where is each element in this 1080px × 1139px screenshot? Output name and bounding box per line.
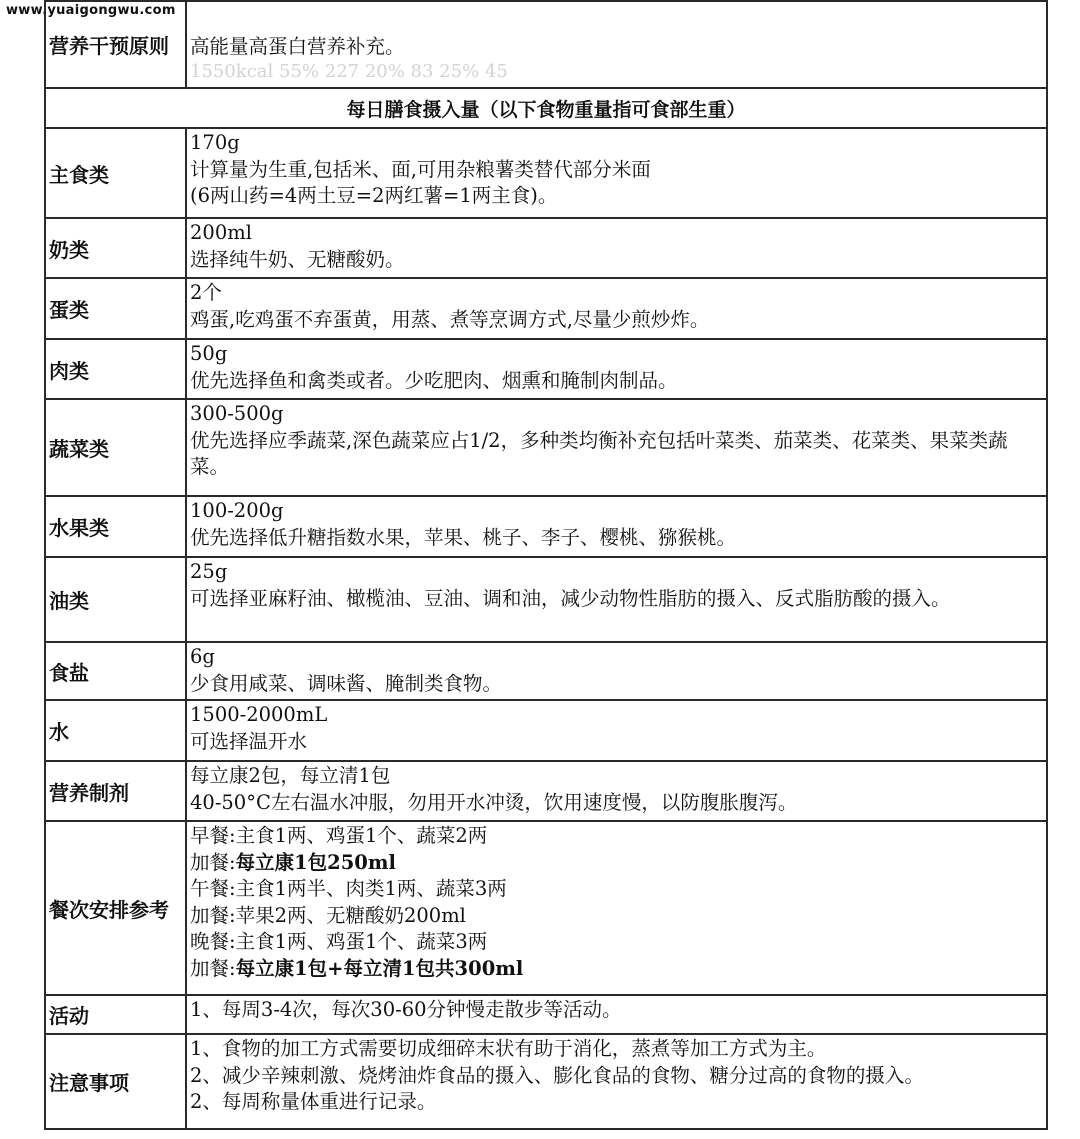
- description-text: 可选择亚麻籽油、橄榄油、豆油、调和油，减少动物性脂肪的摄入、反式脂肪酸的摄入。: [190, 586, 951, 610]
- food-item-row: [45, 278, 1047, 339]
- food-item-row: [45, 761, 1047, 821]
- meal-text: 早餐:主食1两、鸡蛋1个、蔬菜2两: [190, 824, 488, 847]
- principle-label: 营养干预原则: [45, 1, 186, 88]
- food-item-content: [186, 399, 1047, 496]
- description-text: 选择纯牛奶、无糖酸奶。: [190, 247, 405, 271]
- food-item-row: [45, 642, 1047, 700]
- description-text: 鸡蛋,吃鸡蛋不弃蛋黄，用蒸、煮等烹调方式,尽量少煎炒炸。: [190, 307, 710, 331]
- food-item-content: [186, 496, 1047, 557]
- amount-text: 50g: [190, 342, 228, 365]
- notes-label: 注意事项: [45, 1034, 186, 1129]
- description-text: 优先选择低升糖指数水果，苹果、桃子、李子、樱桃、猕猴桃。: [190, 525, 737, 549]
- activity-content: [186, 995, 1047, 1034]
- amount-text: 6g: [190, 645, 215, 668]
- food-item-row: [45, 557, 1047, 642]
- meal-bold-text: 每立康1包250ml: [235, 850, 396, 874]
- meal-line: [190, 876, 1042, 903]
- food-item-row: [45, 700, 1047, 761]
- note-text: 2、减少辛辣刺激、烧烤油炸食品的摄入、膨化食品的食物、糖分过高的食物的摄入。: [190, 1063, 924, 1087]
- meals-row: [45, 821, 1047, 995]
- note-text: 2、每周称量体重进行记录。: [190, 1090, 437, 1113]
- section-header-row: [45, 88, 1047, 128]
- description-text: 计算量为生重,包括米、面,可用杂粮薯类替代部分米面: [190, 157, 651, 181]
- food-item-label: 水: [45, 700, 186, 761]
- description-text: (6两山药=4两土豆=2两红薯=1两主食)。: [190, 184, 558, 207]
- food-item-label: 主食类: [45, 128, 186, 218]
- food-item-label: 蛋类: [45, 278, 186, 339]
- amount-text: 25g: [190, 560, 228, 583]
- activity-row: [45, 995, 1047, 1034]
- food-item-content: [186, 700, 1047, 761]
- food-item-content: [186, 218, 1047, 278]
- description-text: 40-50°C左右温水冲服，勿用开水冲烫，饮用速度慢，以防腹胀腹泻。: [190, 790, 798, 814]
- activity-label: 活动: [45, 995, 186, 1034]
- principle-row: [45, 1, 1047, 88]
- section-header: 每日膳食摄入量（以下食物重量指可食部生重）: [45, 88, 1047, 128]
- amount-text: 每立康2包，每立清1包: [190, 764, 391, 787]
- amount-text: 300-500g: [190, 402, 284, 425]
- principle-content: [186, 1, 1047, 88]
- food-item-label: 油类: [45, 557, 186, 642]
- food-item-label: 蔬菜类: [45, 399, 186, 496]
- meal-line: [190, 823, 1042, 850]
- meals-label: 餐次安排参考: [45, 821, 186, 995]
- food-item-row: [45, 128, 1047, 218]
- meal-text: 午餐:主食1两半、肉类1两、蔬菜3两: [190, 877, 507, 900]
- food-item-content: [186, 557, 1047, 642]
- food-item-content: [186, 339, 1047, 399]
- note-text: 1、食物的加工方式需要切成细碎末状有助于消化，蒸煮等加工方式为主。: [190, 1037, 827, 1060]
- meal-bold-text: 每立康1包+每立清1包共300ml: [235, 956, 524, 980]
- food-item-label: 营养制剂: [45, 761, 186, 821]
- meal-line: [190, 903, 1042, 930]
- meal-text: 加餐:: [190, 850, 236, 874]
- amount-text: 1500-2000mL: [190, 703, 328, 726]
- meal-line: [190, 850, 1042, 877]
- food-item-row: [45, 339, 1047, 399]
- diet-plan-table: [44, 0, 1048, 1130]
- meal-text: 加餐:: [190, 956, 236, 980]
- food-item-row: [45, 218, 1047, 278]
- food-item-label: 奶类: [45, 218, 186, 278]
- food-item-content: [186, 761, 1047, 821]
- food-item-label: 食盐: [45, 642, 186, 700]
- description-text: 可选择温开水: [190, 729, 308, 753]
- notes-content: [186, 1034, 1047, 1129]
- amount-text: 2个: [190, 281, 222, 304]
- amount-text: 170g: [190, 131, 240, 154]
- amount-text: 100-200g: [190, 499, 284, 522]
- food-item-content: [186, 278, 1047, 339]
- meals-content: [186, 821, 1047, 995]
- description-text: 优先选择应季蔬菜,深色蔬菜应占1/2，多种类均衡补充包括叶菜类、茄菜类、花菜类、果菜类蔬菜。: [190, 428, 1008, 478]
- food-item-label: 肉类: [45, 339, 186, 399]
- food-item-row: [45, 399, 1047, 496]
- principle-faded-text: 1550kcal 55% 227 20% 83 25% 45: [190, 60, 508, 82]
- meal-line: [190, 956, 1042, 983]
- activity-text: 1、每周3-4次，每次30-60分钟慢走散步等活动。: [190, 998, 622, 1021]
- food-item-row: [45, 496, 1047, 557]
- meal-line: [190, 929, 1042, 956]
- food-item-content: [186, 128, 1047, 218]
- meal-text: 晚餐:主食1两、鸡蛋1个、蔬菜3两: [190, 930, 488, 953]
- food-item-content: [186, 642, 1047, 700]
- watermark: www.yuaigongwu.com: [6, 3, 176, 18]
- notes-row: [45, 1034, 1047, 1129]
- description-text: 少食用咸菜、调味酱、腌制类食物。: [190, 671, 503, 695]
- amount-text: 200ml: [190, 221, 252, 244]
- meal-text: 加餐:苹果2两、无糖酸奶200ml: [190, 903, 466, 927]
- description-text: 优先选择鱼和禽类或者。少吃肥肉、烟熏和腌制肉制品。: [190, 368, 678, 392]
- food-item-label: 水果类: [45, 496, 186, 557]
- principle-text: 高能量高蛋白营养补充。: [190, 35, 405, 58]
